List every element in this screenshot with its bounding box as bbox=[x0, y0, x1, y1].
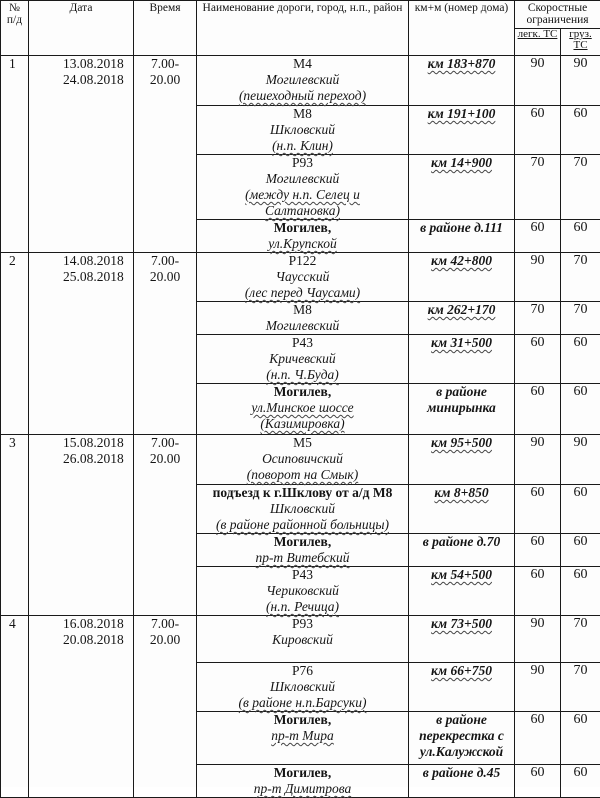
road-line: (пешеходный переход) bbox=[199, 88, 406, 104]
speed-light-cell bbox=[515, 765, 561, 798]
speed-truck: 60 bbox=[574, 384, 588, 399]
speed-light: 60 bbox=[531, 534, 545, 549]
date-from: 13.08.2018 bbox=[63, 56, 131, 72]
km-cell bbox=[409, 253, 515, 302]
road-line: Чериковский bbox=[199, 583, 406, 599]
road-line: Кировский bbox=[199, 632, 406, 648]
road-line: Р76 bbox=[199, 663, 406, 679]
road-line: (в районе районной больницы) bbox=[199, 517, 406, 533]
road-line: Осиповичский bbox=[199, 451, 406, 467]
speed-truck: 70 bbox=[574, 253, 588, 268]
speed-light-cell bbox=[515, 663, 561, 712]
speed-truck: 60 bbox=[574, 106, 588, 121]
road-line: Могилевский bbox=[199, 318, 406, 334]
road-line: Шкловский bbox=[199, 122, 406, 138]
speed-light-cell bbox=[515, 155, 561, 220]
speed-truck: 90 bbox=[574, 56, 588, 71]
road-line: Шкловский bbox=[199, 679, 406, 695]
speed-light-cell bbox=[515, 253, 561, 302]
speed-truck: 60 bbox=[574, 765, 588, 780]
km-value: в районе д.45 bbox=[423, 765, 501, 780]
road-cell bbox=[197, 302, 409, 335]
date-cell bbox=[29, 56, 134, 253]
road-cell bbox=[197, 765, 409, 798]
km-value: в районе перекрестка с ул.Калужской bbox=[419, 712, 504, 759]
speed-light: 90 bbox=[531, 253, 545, 268]
speed-truck: 60 bbox=[574, 534, 588, 549]
speed-light-cell bbox=[515, 384, 561, 435]
road-line: (Казимировка) bbox=[199, 416, 406, 432]
row-number: 1 bbox=[9, 56, 16, 71]
speed-truck: 70 bbox=[574, 155, 588, 170]
road-line: Кричевский bbox=[199, 351, 406, 367]
road-line: Могилевский bbox=[199, 171, 406, 187]
date-from: 14.08.2018 bbox=[63, 253, 131, 269]
speed-light-cell bbox=[515, 534, 561, 567]
date-to: 25.08.2018 bbox=[63, 269, 131, 285]
km-value: км 14+900 bbox=[431, 155, 492, 170]
date-cell bbox=[29, 616, 134, 798]
road-line: Могилев, bbox=[199, 220, 406, 236]
time-range: 7.00-20.00 bbox=[150, 435, 180, 466]
time-cell bbox=[134, 253, 197, 435]
km-value: км 66+750 bbox=[431, 663, 492, 678]
road-line: Могилев, bbox=[199, 384, 406, 400]
speed-light: 90 bbox=[531, 616, 545, 631]
speed-light: 90 bbox=[531, 435, 545, 450]
speed-light-cell bbox=[515, 485, 561, 534]
time-range: 7.00-20.00 bbox=[150, 253, 180, 284]
date-to: 26.08.2018 bbox=[63, 451, 131, 467]
header-date: Дата bbox=[29, 1, 134, 56]
row-number-cell bbox=[1, 616, 29, 798]
row-number-cell bbox=[1, 435, 29, 616]
km-cell bbox=[409, 485, 515, 534]
road-line: Салтановка) bbox=[199, 203, 406, 219]
road-cell bbox=[197, 220, 409, 253]
speed-truck-cell bbox=[561, 106, 600, 155]
header-road: Наименование дороги, город, н.п., район bbox=[197, 1, 409, 56]
header-light: легк. ТС bbox=[517, 29, 558, 40]
road-line: ул.Крупской bbox=[199, 236, 406, 252]
row-number: 4 bbox=[9, 616, 16, 631]
header-row bbox=[1, 1, 600, 29]
road-line: М8 bbox=[199, 302, 406, 318]
road-line: Шкловский bbox=[199, 501, 406, 517]
road-line: Могилев, bbox=[199, 765, 406, 781]
km-cell bbox=[409, 384, 515, 435]
speed-light: 60 bbox=[531, 335, 545, 350]
speed-light-cell bbox=[515, 220, 561, 253]
road-line: подъезд к г.Шклову от а/д М8 bbox=[199, 485, 406, 501]
road-line: (поворот на Смык) bbox=[199, 467, 406, 483]
road-line: (в районе н.п.Барсуки) bbox=[199, 695, 406, 711]
speed-truck-cell bbox=[561, 765, 600, 798]
speed-light-cell bbox=[515, 567, 561, 616]
speed-truck-cell bbox=[561, 485, 600, 534]
km-value: км 191+100 bbox=[428, 106, 496, 121]
road-line: (н.п. Речица) bbox=[199, 599, 406, 615]
speed-truck-cell bbox=[561, 253, 600, 302]
km-cell bbox=[409, 616, 515, 663]
speed-light: 70 bbox=[531, 302, 545, 317]
speed-light-cell bbox=[515, 56, 561, 106]
road-cell bbox=[197, 106, 409, 155]
speed-truck: 70 bbox=[574, 616, 588, 631]
road-line: Могилев, bbox=[199, 534, 406, 550]
header-time: Время bbox=[134, 1, 197, 56]
road-cell bbox=[197, 534, 409, 567]
speed-truck: 60 bbox=[574, 485, 588, 500]
time-cell bbox=[134, 435, 197, 616]
speed-light-cell bbox=[515, 335, 561, 384]
road-line: М4 bbox=[199, 56, 406, 72]
km-cell bbox=[409, 567, 515, 616]
km-cell bbox=[409, 712, 515, 765]
km-cell bbox=[409, 663, 515, 712]
speed-light-cell bbox=[515, 616, 561, 663]
km-value: в районе минирынка bbox=[427, 384, 496, 415]
header-km: км+м (номер дома) bbox=[409, 1, 515, 56]
speed-light: 70 bbox=[531, 155, 545, 170]
table-row bbox=[1, 56, 600, 106]
road-cell bbox=[197, 56, 409, 106]
speed-truck: 70 bbox=[574, 302, 588, 317]
speed-light: 60 bbox=[531, 384, 545, 399]
date-from: 15.08.2018 bbox=[63, 435, 131, 451]
km-value: км 95+500 bbox=[431, 435, 492, 450]
road-cell bbox=[197, 663, 409, 712]
km-cell bbox=[409, 220, 515, 253]
date-from: 16.08.2018 bbox=[63, 616, 131, 632]
header-speed: Скоростные ограничения bbox=[515, 1, 600, 29]
date-to: 20.08.2018 bbox=[63, 632, 131, 648]
km-cell bbox=[409, 302, 515, 335]
speed-truck: 60 bbox=[574, 220, 588, 235]
time-cell bbox=[134, 616, 197, 798]
km-value: в районе д.111 bbox=[420, 220, 503, 235]
speed-truck: 60 bbox=[574, 712, 588, 727]
road-line: Р93 bbox=[199, 616, 406, 632]
road-cell bbox=[197, 435, 409, 485]
road-line: Р43 bbox=[199, 335, 406, 351]
speed-truck: 60 bbox=[574, 335, 588, 350]
speed-light: 60 bbox=[531, 765, 545, 780]
road-line: Могилев, bbox=[199, 712, 406, 728]
date-to: 24.08.2018 bbox=[63, 72, 131, 88]
km-cell bbox=[409, 56, 515, 106]
speed-light-cell bbox=[515, 302, 561, 335]
road-line: Р43 bbox=[199, 567, 406, 583]
speed-truck-cell bbox=[561, 302, 600, 335]
speed-truck-cell bbox=[561, 616, 600, 663]
time-cell bbox=[134, 56, 197, 253]
road-line: пр-т Витебский bbox=[199, 550, 406, 566]
speed-truck-cell bbox=[561, 220, 600, 253]
km-value: км 54+500 bbox=[431, 567, 492, 582]
road-line: ул.Минское шоссе bbox=[199, 400, 406, 416]
speed-light: 60 bbox=[531, 106, 545, 121]
km-cell bbox=[409, 335, 515, 384]
speed-light-cell bbox=[515, 435, 561, 485]
road-line: (лес перед Чаусами) bbox=[199, 285, 406, 301]
road-line: Р93 bbox=[199, 155, 406, 171]
speed-truck-cell bbox=[561, 435, 600, 485]
table-row bbox=[1, 253, 600, 302]
speed-truck: 70 bbox=[574, 663, 588, 678]
road-line: Р122 bbox=[199, 253, 406, 269]
speed-truck-cell bbox=[561, 567, 600, 616]
road-cell bbox=[197, 485, 409, 534]
speed-light: 60 bbox=[531, 712, 545, 727]
time-range: 7.00-20.00 bbox=[150, 616, 180, 647]
header-num: № п/д bbox=[1, 1, 29, 56]
row-number-cell bbox=[1, 253, 29, 435]
km-cell bbox=[409, 106, 515, 155]
km-value: км 73+500 bbox=[431, 616, 492, 631]
road-line: пр-т Димитрова bbox=[199, 781, 406, 797]
speed-light-cell bbox=[515, 712, 561, 765]
road-cell bbox=[197, 616, 409, 663]
road-cell bbox=[197, 155, 409, 220]
road-cell bbox=[197, 335, 409, 384]
km-value: в районе д.70 bbox=[423, 534, 501, 549]
road-line: М5 bbox=[199, 435, 406, 451]
road-cell bbox=[197, 384, 409, 435]
speed-light: 90 bbox=[531, 56, 545, 71]
speed-truck-cell bbox=[561, 534, 600, 567]
speed-light-cell bbox=[515, 106, 561, 155]
table-body bbox=[1, 56, 600, 798]
speed-truck-cell bbox=[561, 712, 600, 765]
road-line: (между н.п. Селец и bbox=[199, 187, 406, 203]
road-line: пр-т Мира bbox=[199, 728, 406, 744]
date-cell bbox=[29, 435, 134, 616]
km-cell bbox=[409, 155, 515, 220]
km-value: км 42+800 bbox=[431, 253, 492, 268]
speed-light: 90 bbox=[531, 663, 545, 678]
km-cell bbox=[409, 435, 515, 485]
speed-truck-cell bbox=[561, 56, 600, 106]
speed-truck-cell bbox=[561, 384, 600, 435]
speed-light: 60 bbox=[531, 220, 545, 235]
header-truck: груз. ТС bbox=[563, 29, 598, 51]
road-cell bbox=[197, 712, 409, 765]
speed-truck-cell bbox=[561, 335, 600, 384]
km-cell bbox=[409, 534, 515, 567]
road-line: М8 bbox=[199, 106, 406, 122]
km-value: км 262+170 bbox=[428, 302, 496, 317]
speed-truck: 60 bbox=[574, 567, 588, 582]
speed-light: 60 bbox=[531, 567, 545, 582]
table-row bbox=[1, 435, 600, 485]
row-number: 2 bbox=[9, 253, 16, 268]
road-line: (н.п. Клин) bbox=[199, 138, 406, 154]
row-number-cell bbox=[1, 56, 29, 253]
road-line: Могилевский bbox=[199, 72, 406, 88]
road-cell bbox=[197, 567, 409, 616]
km-value: км 183+870 bbox=[428, 56, 496, 71]
km-cell bbox=[409, 765, 515, 798]
road-cell bbox=[197, 253, 409, 302]
row-number: 3 bbox=[9, 435, 16, 450]
speed-light: 60 bbox=[531, 485, 545, 500]
table-row bbox=[1, 616, 600, 663]
time-range: 7.00-20.00 bbox=[150, 56, 180, 87]
km-value: км 8+850 bbox=[434, 485, 488, 500]
speed-truck: 90 bbox=[574, 435, 588, 450]
speed-truck-cell bbox=[561, 663, 600, 712]
road-line: Чаусский bbox=[199, 269, 406, 285]
km-value: км 31+500 bbox=[431, 335, 492, 350]
date-cell bbox=[29, 253, 134, 435]
speed-truck-cell bbox=[561, 155, 600, 220]
road-line: (н.п. Ч.Буда) bbox=[199, 367, 406, 383]
